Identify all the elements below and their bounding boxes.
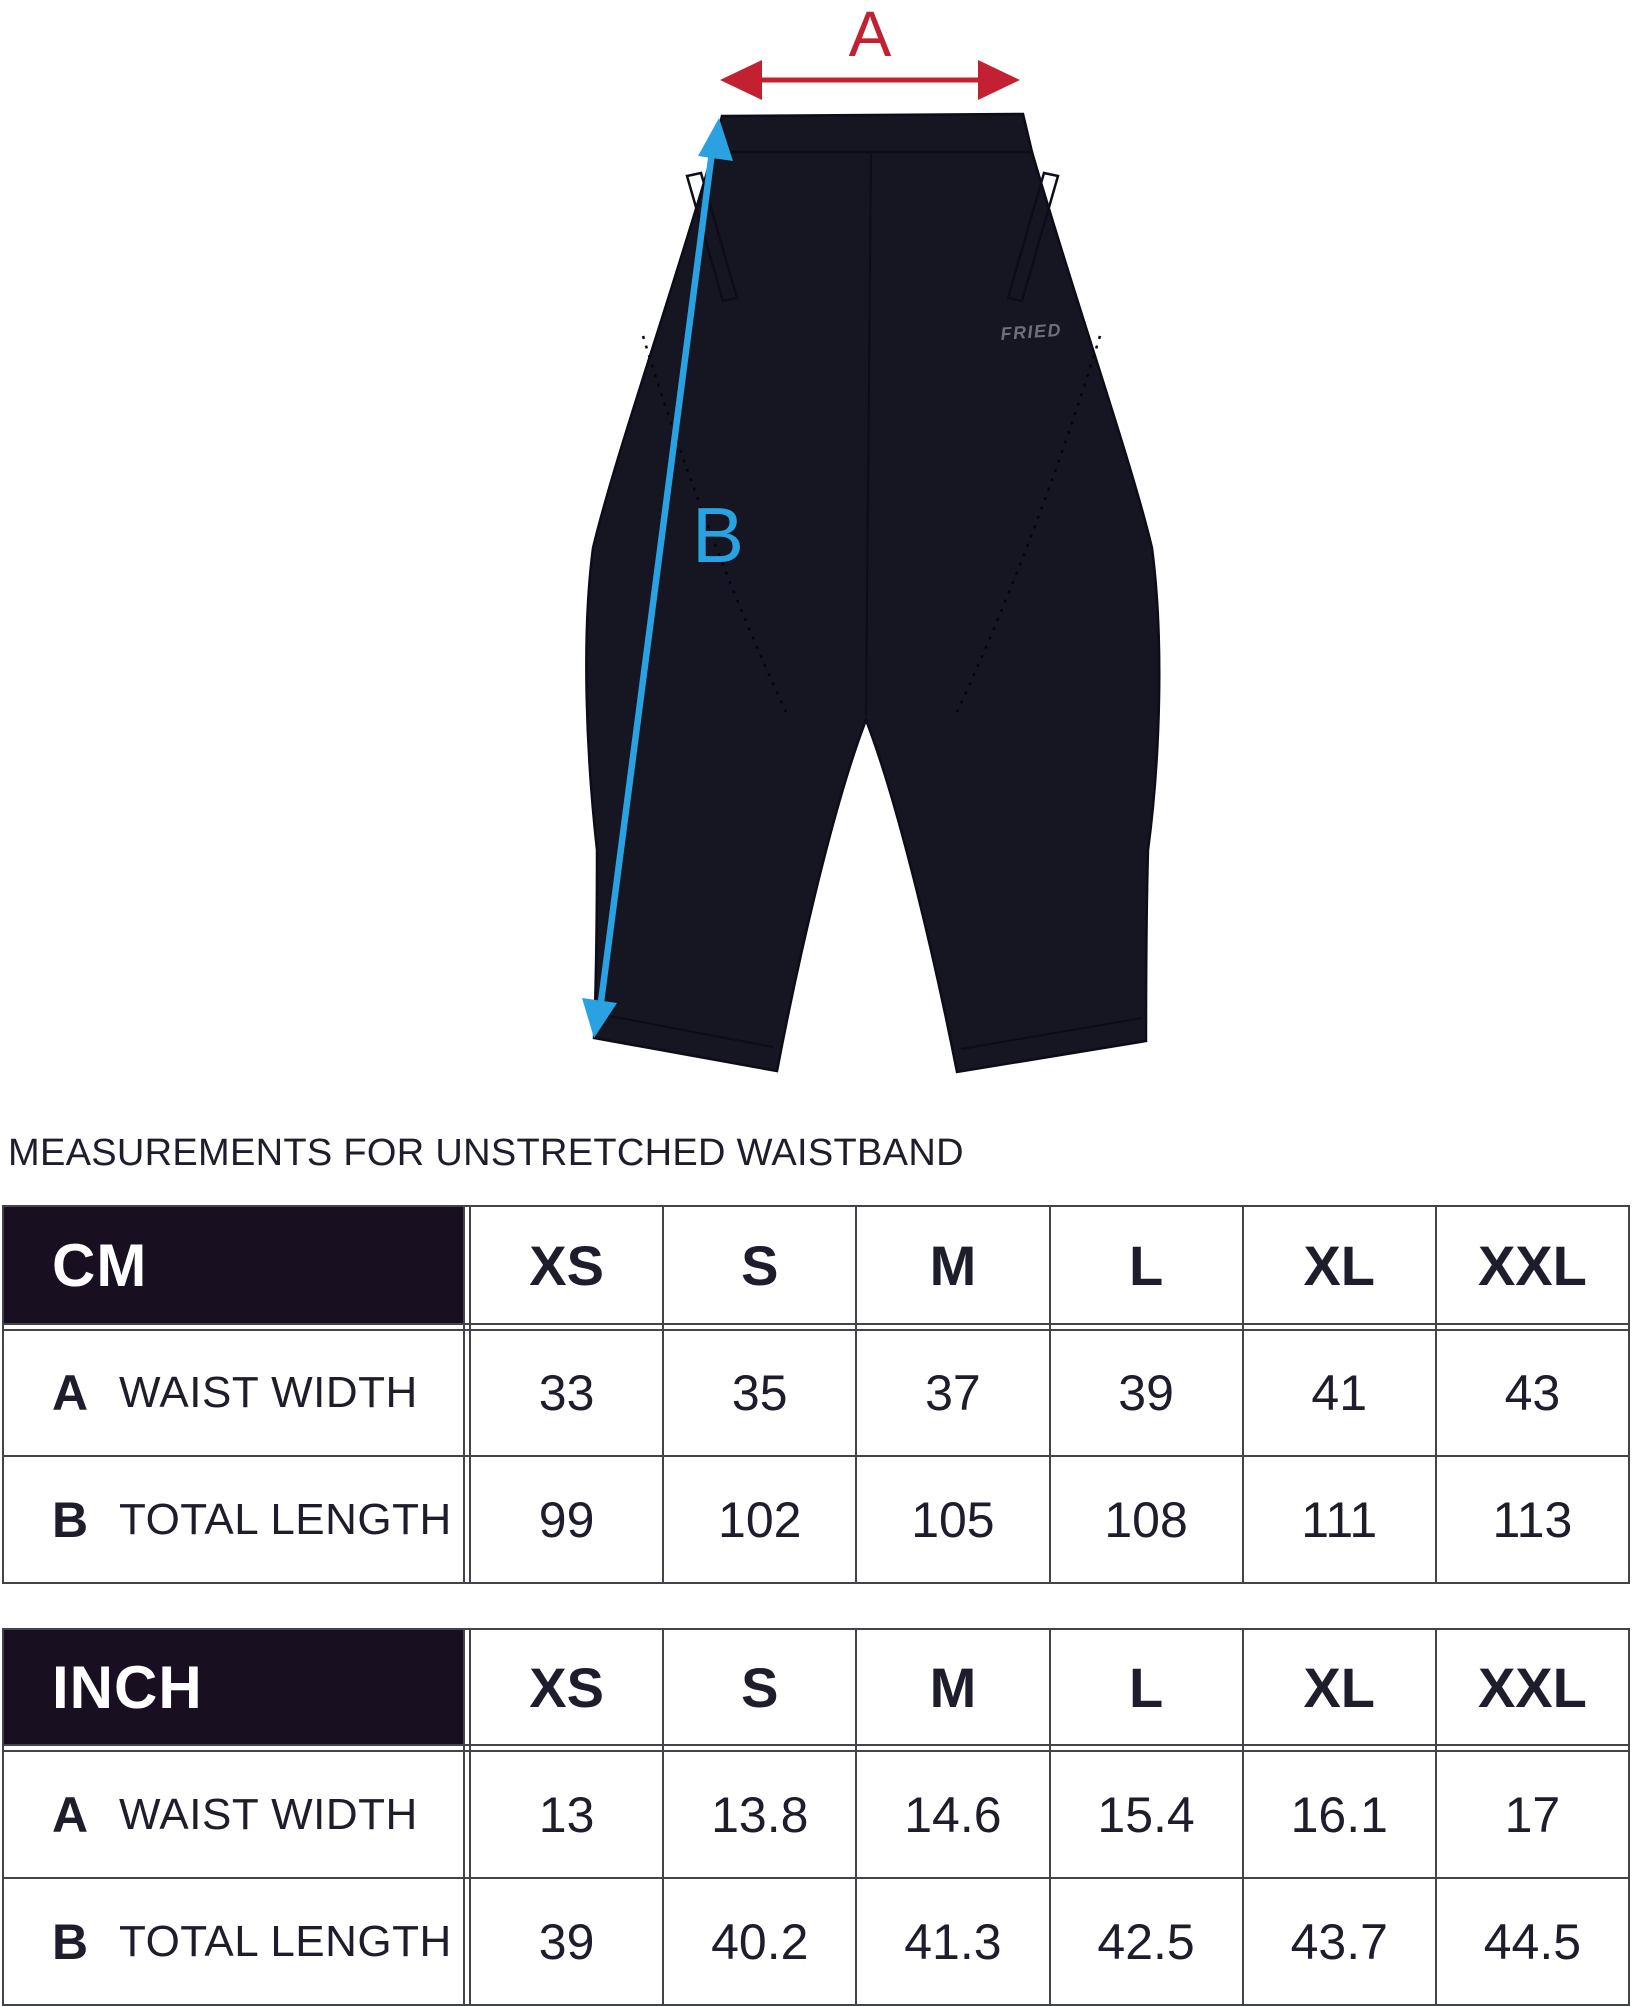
value-cell: 43 (1437, 1331, 1630, 1457)
size-col-header-xl: XL (1244, 1630, 1437, 1746)
size-col-header-xxl: XXL (1437, 1630, 1630, 1746)
value-cell: 15.4 (1051, 1752, 1244, 1879)
unit-header-inch: INCH (4, 1630, 465, 1746)
value-cell: 41.3 (857, 1879, 1050, 2006)
size-col-header-l: L (1051, 1207, 1244, 1325)
value-cell: 43.7 (1244, 1879, 1437, 2006)
size-col-header-xs: XS (471, 1630, 664, 1746)
value-cell: 99 (471, 1457, 664, 1584)
size-col-header-xs: XS (471, 1207, 664, 1325)
value-cell: 13 (471, 1752, 664, 1879)
measure-b-label: B (692, 491, 745, 579)
size-col-header-xxl: XXL (1437, 1207, 1630, 1325)
value-cell: 102 (664, 1457, 857, 1584)
measure-a-arrowhead-left (720, 60, 762, 100)
size-col-header-m: M (857, 1207, 1050, 1325)
value-cell: 39 (1051, 1331, 1244, 1457)
row-label-text: TOTAL LENGTH (119, 1916, 452, 1966)
size-table-cm (2, 1205, 1630, 1584)
row-label-total-length (4, 1879, 465, 2006)
value-cell: 39 (471, 1879, 664, 2006)
value-cell: 17 (1437, 1752, 1630, 1879)
size-table-inch (2, 1628, 1630, 2006)
row-label-text: WAIST WIDTH (119, 1789, 418, 1839)
page-title: MEASUREMENTS FOR UNSTRETCHED WAISTBAND (8, 1132, 964, 1174)
value-cell: 41 (1244, 1331, 1437, 1457)
row-marker: A (52, 1365, 89, 1421)
row-label-waist-width (4, 1331, 465, 1457)
value-cell: 111 (1244, 1457, 1437, 1584)
value-cell: 13.8 (664, 1752, 857, 1879)
row-label-text: TOTAL LENGTH (119, 1494, 452, 1544)
unit-header-cm: CM (4, 1207, 465, 1325)
size-col-header-m: M (857, 1630, 1050, 1746)
value-cell: 42.5 (1051, 1879, 1244, 2006)
pants-body (586, 152, 1159, 1072)
value-cell: 35 (664, 1331, 857, 1457)
size-col-header-l: L (1051, 1630, 1244, 1746)
value-cell: 14.6 (857, 1752, 1050, 1879)
value-cell: 40.2 (664, 1879, 857, 2006)
measure-a-label: A (848, 0, 892, 70)
row-marker: B (52, 1913, 89, 1970)
size-col-header-s: S (664, 1207, 857, 1325)
value-cell: 105 (857, 1457, 1050, 1584)
pants-waistband (713, 114, 1032, 152)
row-label-text: WAIST WIDTH (119, 1368, 418, 1417)
row-marker: B (52, 1491, 89, 1548)
row-marker: A (52, 1786, 89, 1843)
size-col-header-s: S (664, 1630, 857, 1746)
value-cell: 37 (857, 1331, 1050, 1457)
value-cell: 113 (1437, 1457, 1630, 1584)
value-cell: 108 (1051, 1457, 1244, 1584)
row-label-total-length (4, 1457, 465, 1584)
value-cell: 33 (471, 1331, 664, 1457)
size-col-header-xl: XL (1244, 1207, 1437, 1325)
value-cell: 16.1 (1244, 1752, 1437, 1879)
brand-logo: FRIED (999, 319, 1063, 344)
row-label-waist-width (4, 1752, 465, 1879)
measure-a-arrowhead-right (978, 60, 1020, 100)
value-cell: 44.5 (1437, 1879, 1630, 2006)
